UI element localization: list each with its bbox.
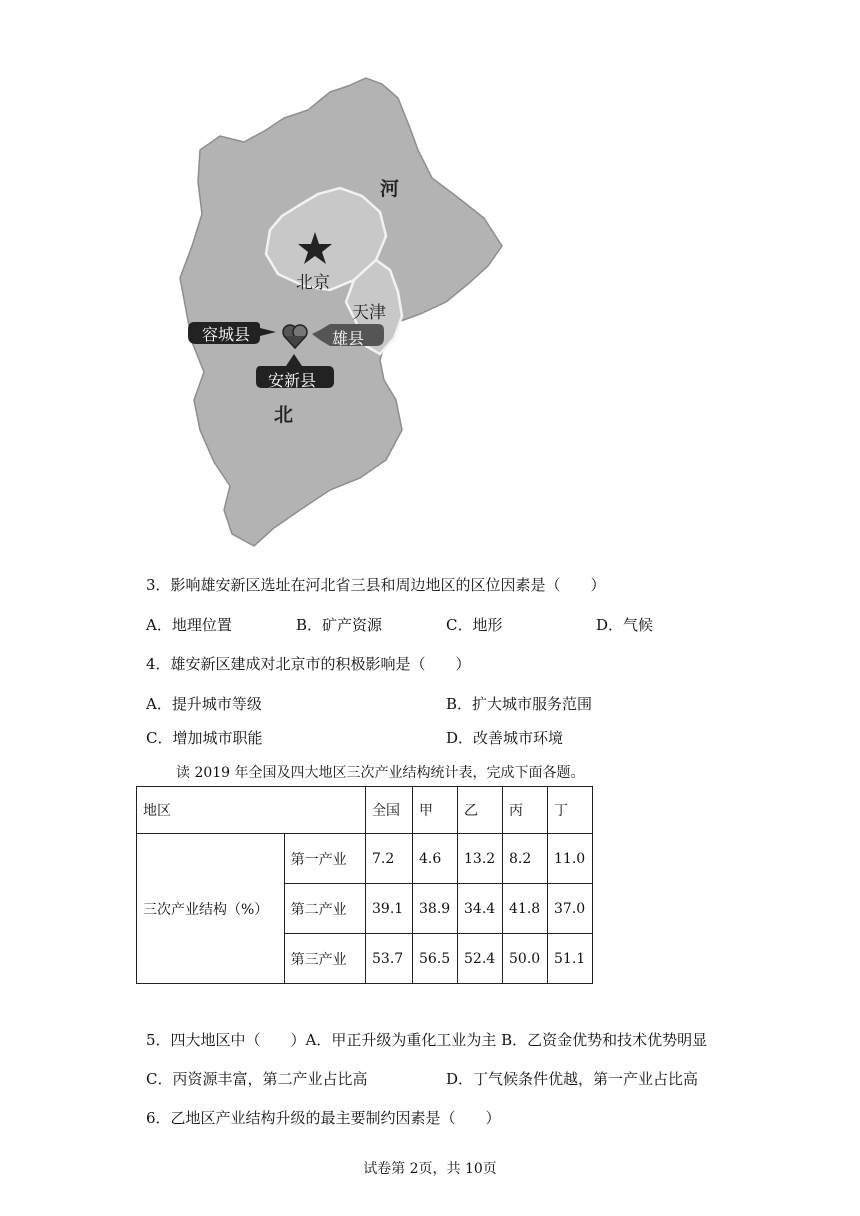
location-map — [170, 70, 510, 550]
page-footer: 试卷第 2页，共 10页 — [363, 1161, 497, 1177]
table-row — [137, 834, 593, 884]
q5-option-d[interactable]: D．丁气候条件优越，第一产业占比高 — [446, 1070, 699, 1088]
table-cell: 38.9 — [413, 884, 458, 934]
hebei-map-graphic — [170, 70, 510, 550]
q4-option-b[interactable]: B．扩大城市服务范围 — [446, 695, 593, 713]
table-header-row — [137, 787, 593, 834]
table-cell: 7.2 — [366, 834, 413, 884]
table-cell: 4.6 — [413, 834, 458, 884]
table-cell: 52.4 — [458, 934, 503, 984]
table-cell: 39.1 — [366, 884, 413, 934]
table-header-col: 甲 — [413, 787, 458, 834]
q5-option-c[interactable]: C．丙资源丰富，第二产业占比高 — [146, 1070, 368, 1088]
q3-option-b[interactable]: B．矿产资源 — [296, 616, 383, 634]
map-label-he: 河 — [380, 178, 400, 200]
table-cell: 53.7 — [366, 934, 413, 984]
q3-option-c[interactable]: C．地形 — [446, 616, 503, 634]
table-group-label: 三次产业结构（%） — [137, 834, 285, 984]
map-label-tianjin: 天津 — [352, 303, 386, 323]
map-label-bei: 北 — [274, 404, 294, 426]
table-header-region: 地区 — [137, 787, 366, 834]
question-3-stem: 3．影响雄安新区选址在河北省三县和周边地区的区位因素是（ ） — [146, 576, 606, 594]
q4-option-d[interactable]: D．改善城市环境 — [446, 729, 564, 747]
table-row-label: 第二产业 — [284, 884, 365, 934]
industry-structure-table — [136, 786, 593, 984]
table-cell: 37.0 — [548, 884, 593, 934]
q3-option-a[interactable]: A．地理位置 — [146, 616, 232, 634]
q3-option-d[interactable]: D．气候 — [596, 616, 654, 634]
table-cell: 8.2 — [503, 834, 548, 884]
question-5-line: 5．四大地区中（ ）A．甲正升级为重化工业为主 B．乙资金优势和技术优势明显 — [146, 1031, 708, 1049]
map-label-xiongxian: 雄县 — [332, 329, 365, 348]
table-cell: 56.5 — [413, 934, 458, 984]
map-label-beijing: 北京 — [296, 273, 330, 293]
table-cell: 34.4 — [458, 884, 503, 934]
table-cell: 50.0 — [503, 934, 548, 984]
map-label-anxin: 安新县 — [268, 371, 317, 390]
table-row-label: 第三产业 — [284, 934, 365, 984]
table-cell: 13.2 — [458, 834, 503, 884]
map-label-rongcheng: 容城县 — [202, 325, 251, 344]
question-4-stem: 4．雄安新区建成对北京市的积极影响是（ ） — [146, 655, 471, 673]
table-header-col: 丙 — [503, 787, 548, 834]
table-intro: 读 2019 年全国及四大地区三次产业结构统计表，完成下面各题。 — [176, 765, 585, 781]
q4-option-a[interactable]: A．提升城市等级 — [146, 695, 262, 713]
question-6-stem: 6．乙地区产业结构升级的最主要制约因素是（ ） — [146, 1109, 501, 1127]
table-cell: 41.8 — [503, 884, 548, 934]
hebei-province-shape — [180, 78, 502, 546]
table-cell: 11.0 — [548, 834, 593, 884]
table-header-col: 全国 — [366, 787, 413, 834]
table-header-col: 丁 — [548, 787, 593, 834]
q4-option-c[interactable]: C．增加城市职能 — [146, 729, 263, 747]
table-header-col: 乙 — [458, 787, 503, 834]
table-cell: 51.1 — [548, 934, 593, 984]
table-row-label: 第一产业 — [284, 834, 365, 884]
